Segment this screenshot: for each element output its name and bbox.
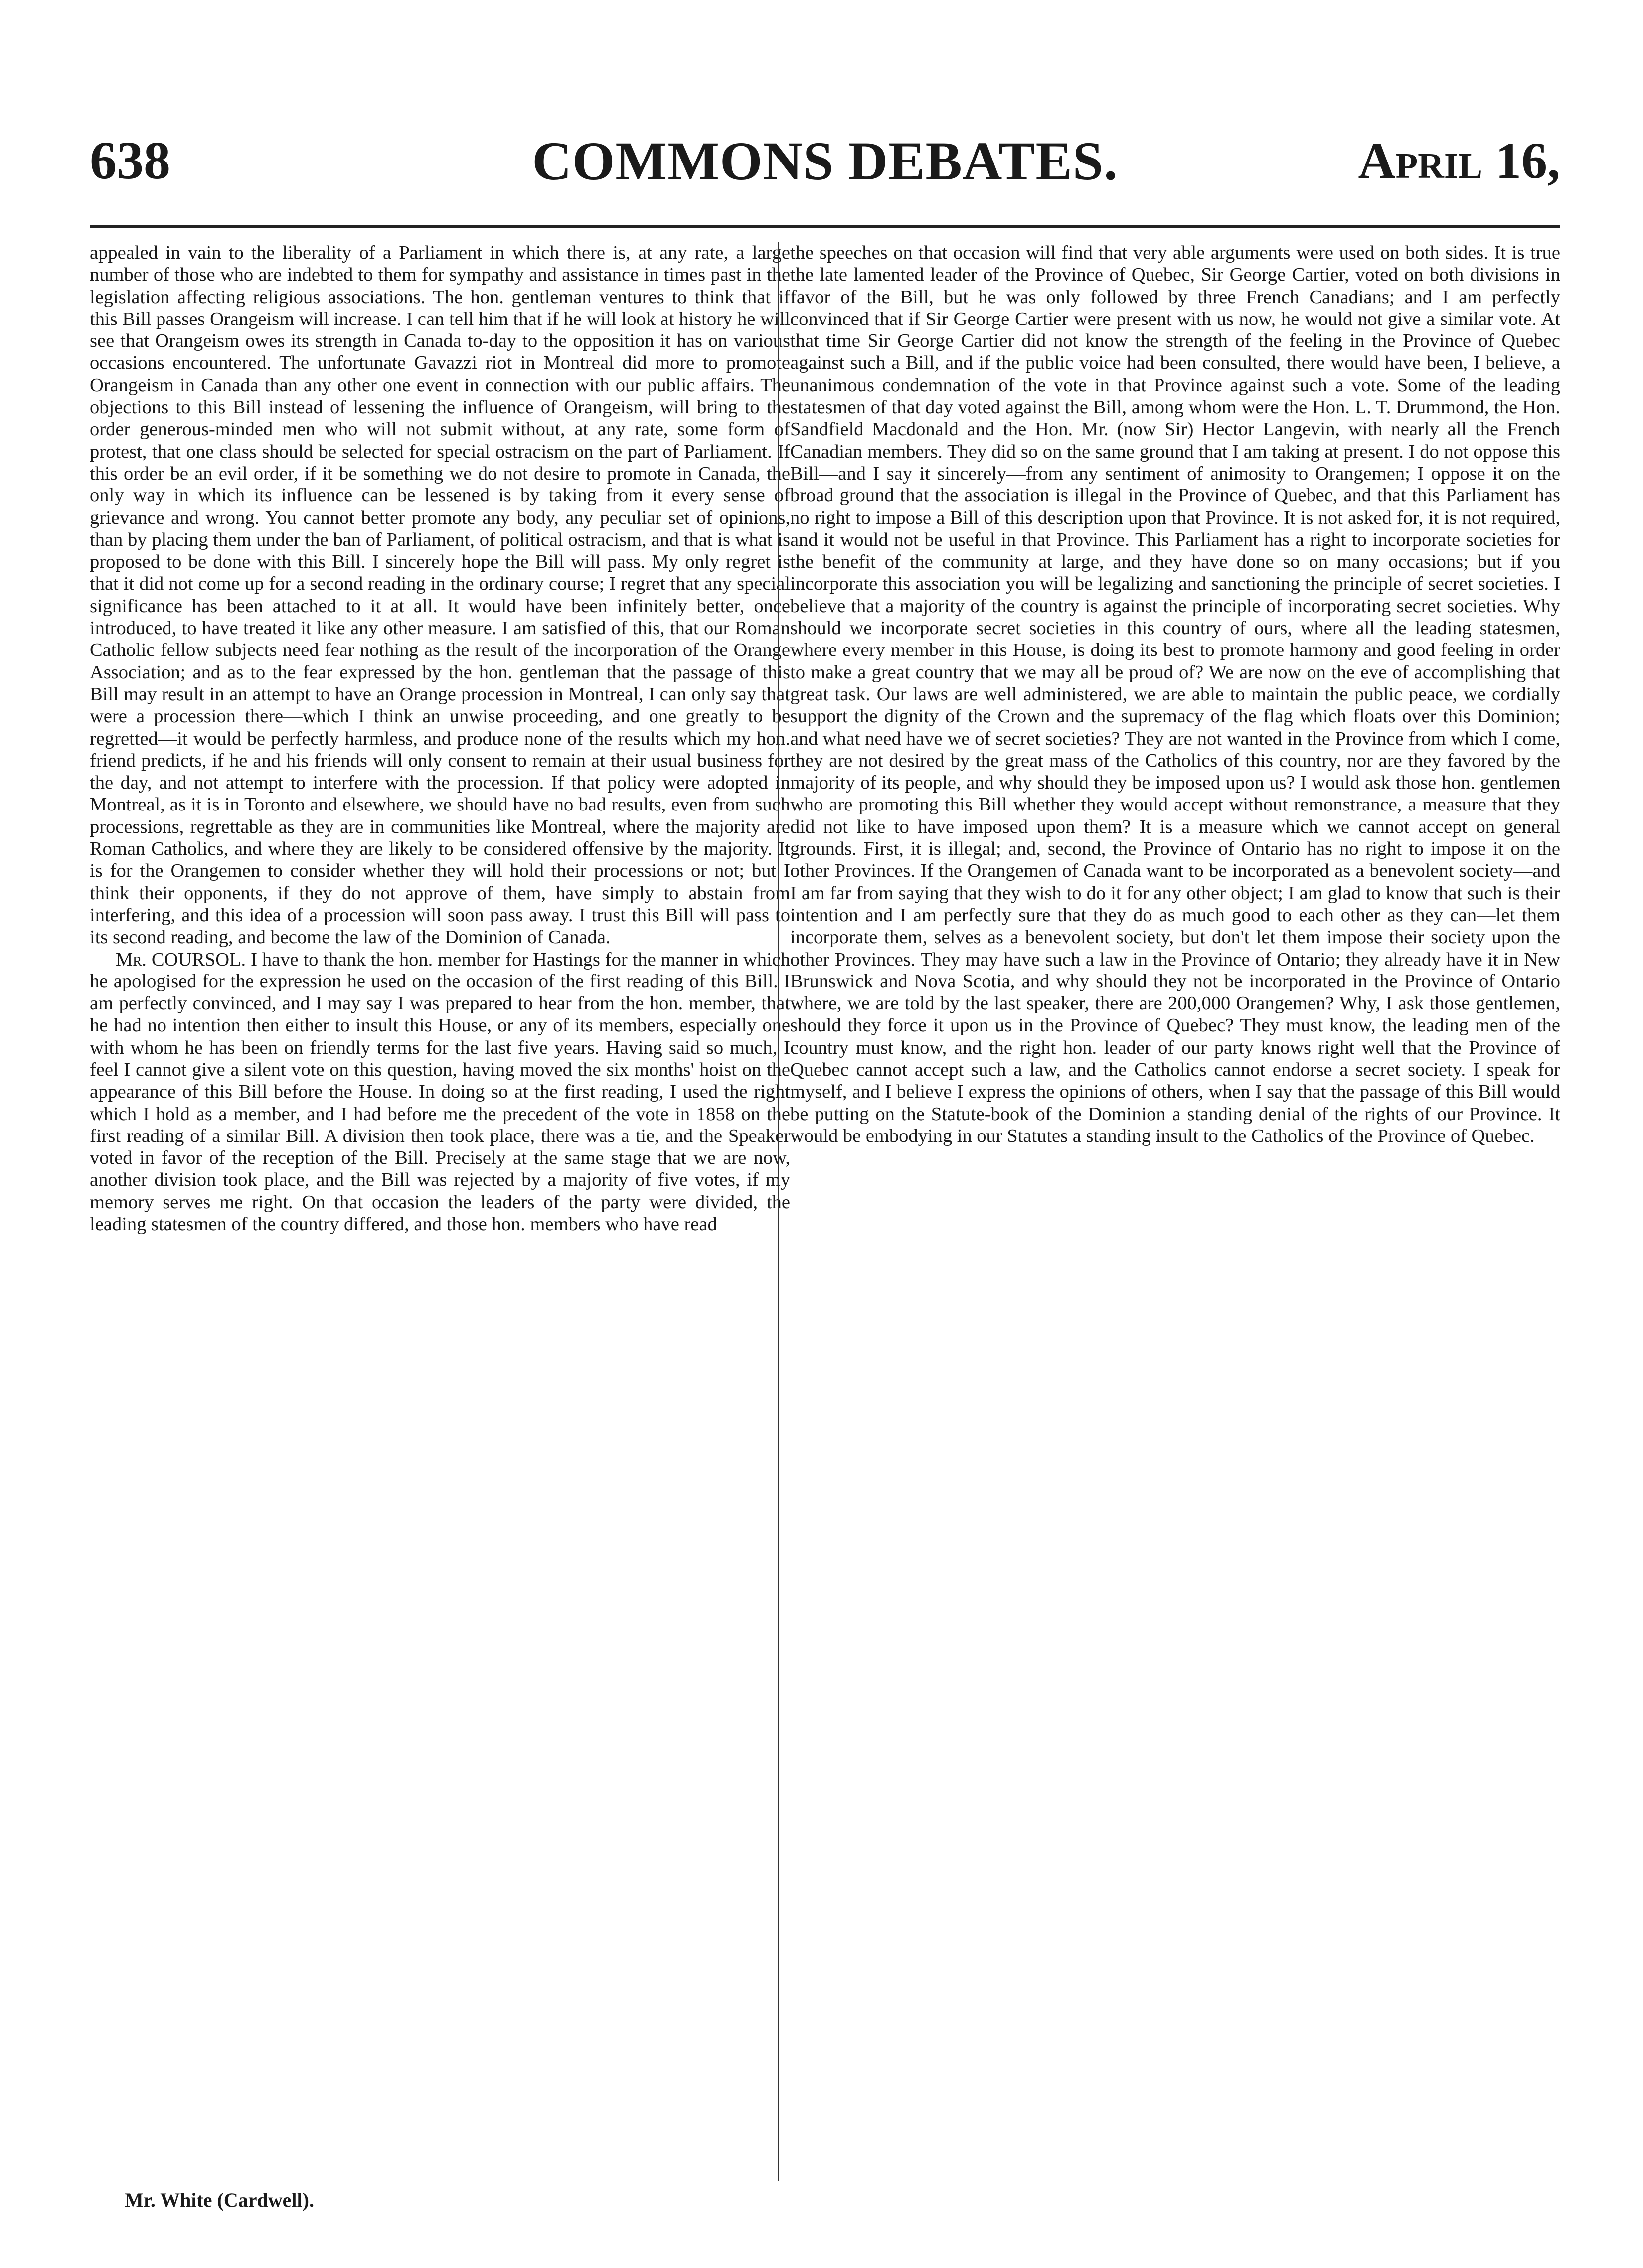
speaker-name: Mr. COURSOL.	[116, 949, 246, 970]
left-column	[90, 242, 790, 1235]
page-footer: Mr. White (Cardwell).	[125, 2189, 314, 2211]
right-column	[790, 242, 1560, 1147]
page-header	[90, 129, 1560, 208]
column-divider	[778, 242, 779, 2181]
header-rule	[90, 225, 1560, 228]
page-date: April 16,	[1358, 132, 1560, 189]
left-paragraph-1: appealed in vain to the liberality of a Parliament in which there is, at any rate, a large number of those who are indebted to them for sympathy and assistance in times past in the legislation affecting religious associations. The hon. gentleman ventures to think that if this Bill passes Orangeism will increase. I can tell him that if he will look at history he will see that Orangeism owes its strength in Canada to-day to the opposition it has on various occasions encountered. The unfortunate Gavazzi riot in Montreal did more to promote Orangeism in Canada than any other one event in connection with our public affairs. The objections to this Bill instead of lessening the influence of Orangeism, will bring to the order generous-minded men who will not submit without, at any rate, some form of protest, that one class should be selected for special ostracism on the part of Parliament. If this order be an evil order, if it be something we do not desire to promote in Canada, the only way in which its influence can be lessened is by taking from it every sense of grievance and wrong. You cannot better promote any body, any peculiar set of opinions, than by placing them under the ban of Parliament, of political ostracism, and that is what is proposed to be done with this Bill. I sincerely hope the Bill will pass. My only regret is that it did not come up for a second reading in the ordinary course; I regret that any special significance has been attached to it at all. It would have been infinitely better, once introduced, to have treated it like any other measure. I am satisfied of this, that our Roman Catholic fellow subjects need fear nothing as the result of the incorporation of the Orange Association; and as to the fear expressed by the hon. gentleman that the passage of this Bill may result in an attempt to have an Orange procession in Montreal, I can only say that were a procession there—which I think an unwise proceeding, and one greatly to be regretted—it would be perfectly harmless, and produce none of the results which my hon. friend predicts, if he and his friends will only consent to remain at their usual business for the day, and not attempt to interfere with the procession. If that policy were adopted in Montreal, as it is in Toronto and elsewhere, we should have no bad results, even from such processions, regrettable as they are in communities like Montreal, where the majority are Roman Catholics, and where they are likely to be considered offensive by the majority. It is for the Orangemen to consider whether they will hold their processions or not; but I think their opponents, if they do not approve of them, have simply to abstain from interfering, and this idea of a procession will soon pass away. I trust this Bill will pass to its second reading, and become the law of the Dominion of Canada.	[90, 242, 790, 948]
running-head: COMMONS DEBATES.	[532, 131, 1118, 191]
speech-text: I have to thank the hon. member for Hastings for the manner in which he apologised for the expression he used on the occasion of the first reading of this Bill. I am perfectly convinced, and I may say I was prepared to hear from the hon. member, that he had no intention then either to insult this House, or any of its members, especially one with whom he has been on friendly terms for the last five years. Having said so much, I feel I cannot give a silent vote on this question, having moved the six months' hoist on the appearance of this Bill before the House. In doing so at the first reading, I used the right which I hold as a member, and I had before me the precedent of the vote in 1858 on the first reading of a similar Bill. A division then took place, there was a tie, and the Speaker voted in favor of the reception of the Bill. Precisely at the same stage that we are now, another division took place, and the Bill was rejected by a majority of five votes, if my memory serves me right. On that occasion the leaders of the party were divided, the leading statesmen of the country differed, and those hon. members who have read	[90, 949, 790, 1235]
left-paragraph-2	[90, 949, 790, 1236]
page-number: 638	[90, 131, 170, 190]
right-paragraph-1: the speeches on that occasion will find that very able arguments were used on both sides. It is true the late lamented leader of the Province of Quebec, Sir George Cartier, voted on both divisions in favor of the Bill, but he was only followed by three French Canadians; and I am perfectly convinced that if Sir George Cartier were present with us now, he would not give a similar vote. At that time Sir George Cartier did not know the strength of the feeling in the Province of Quebec against such a Bill, and if the public voice had been consulted, there would have been, I believe, a unanimous condemnation of the vote in that Province against such a vote. Some of the leading statesmen of that day voted against the Bill, among whom were the Hon. L. T. Drummond, the Hon. Sandfield Macdonald and the Hon. Mr. (now Sir) Hector Langevin, with nearly all the French Canadian members. They did so on the same ground that I am taking at present. I do not oppose this Bill—and I say it sincerely—from any sentiment of animosity to Orangemen; I oppose it on the broad ground that the association is illegal in the Province of Quebec, and that this Parliament has no right to impose a Bill of this description upon that Province. It is not asked for, it is not required, and it would not be useful in that Province. This Parliament has a right to incorporate societies for the benefit of the community at large, and they have done so on many occasions; but if you incorporate this association you will be legalizing and sanctioning the principle of secret societies. I believe that a majority of the country is against the principle of incorporating secret societies. Why should we incorporate secret societies in this country of ours, where all the leading statesmen, where every member in this House, is doing its best to promote harmony and good feeling in order to make a great country that we may all be proud of? We are now on the eve of accomplishing that great task. Our laws are well administered, we are able to maintain the public peace, we cordially support the dignity of the Crown and the supremacy of the flag which floats over this Dominion; and what need have we of secret societies? They are not wanted in the Province from which I come, they are not desired by the great mass of the Catholics of this country, nor are they favored by the majority of its people, and why should they be imposed upon us? I would ask those hon. gentlemen who are promoting this Bill whether they would accept without remonstrance, a measure that they did not like to have imposed upon them? It is a measure which we cannot accept on general grounds. First, it is illegal; and, second, the Province of Ontario has no right to impose it on the other Provinces. If the Orangemen of Canada want to be incorporated as a benevolent society—and I am far from saying that they wish to do it for any other object; I am glad to know that such is their intention and I am perfectly sure that they do as much good to each other as they can—let them incorporate them, selves as a benevolent society, but don't let them impose their society upon the other Provinces. They may have such a law in the Province of Ontario; they already have it in New Brunswick and Nova Scotia, and why should they not be incorporated in the Province of Ontario where, we are told by the last speaker, there are 200,000 Orangemen? Why, I ask those gentlemen, should they force it upon us in the Province of Quebec? They must know, the leading men of the country must know, and the right hon. leader of our party knows right well that the Province of Quebec cannot accept such a law, and the Catholics cannot endorse a secret society. I speak for myself, and I believe I express the opinions of others, when I say that the passage of this Bill would be putting on the Statute-book of the Dominion a standing denial of the rights of our Province. It would be embodying in our Statutes a standing insult to the Catholics of the Province of Quebec.	[790, 242, 1560, 1146]
